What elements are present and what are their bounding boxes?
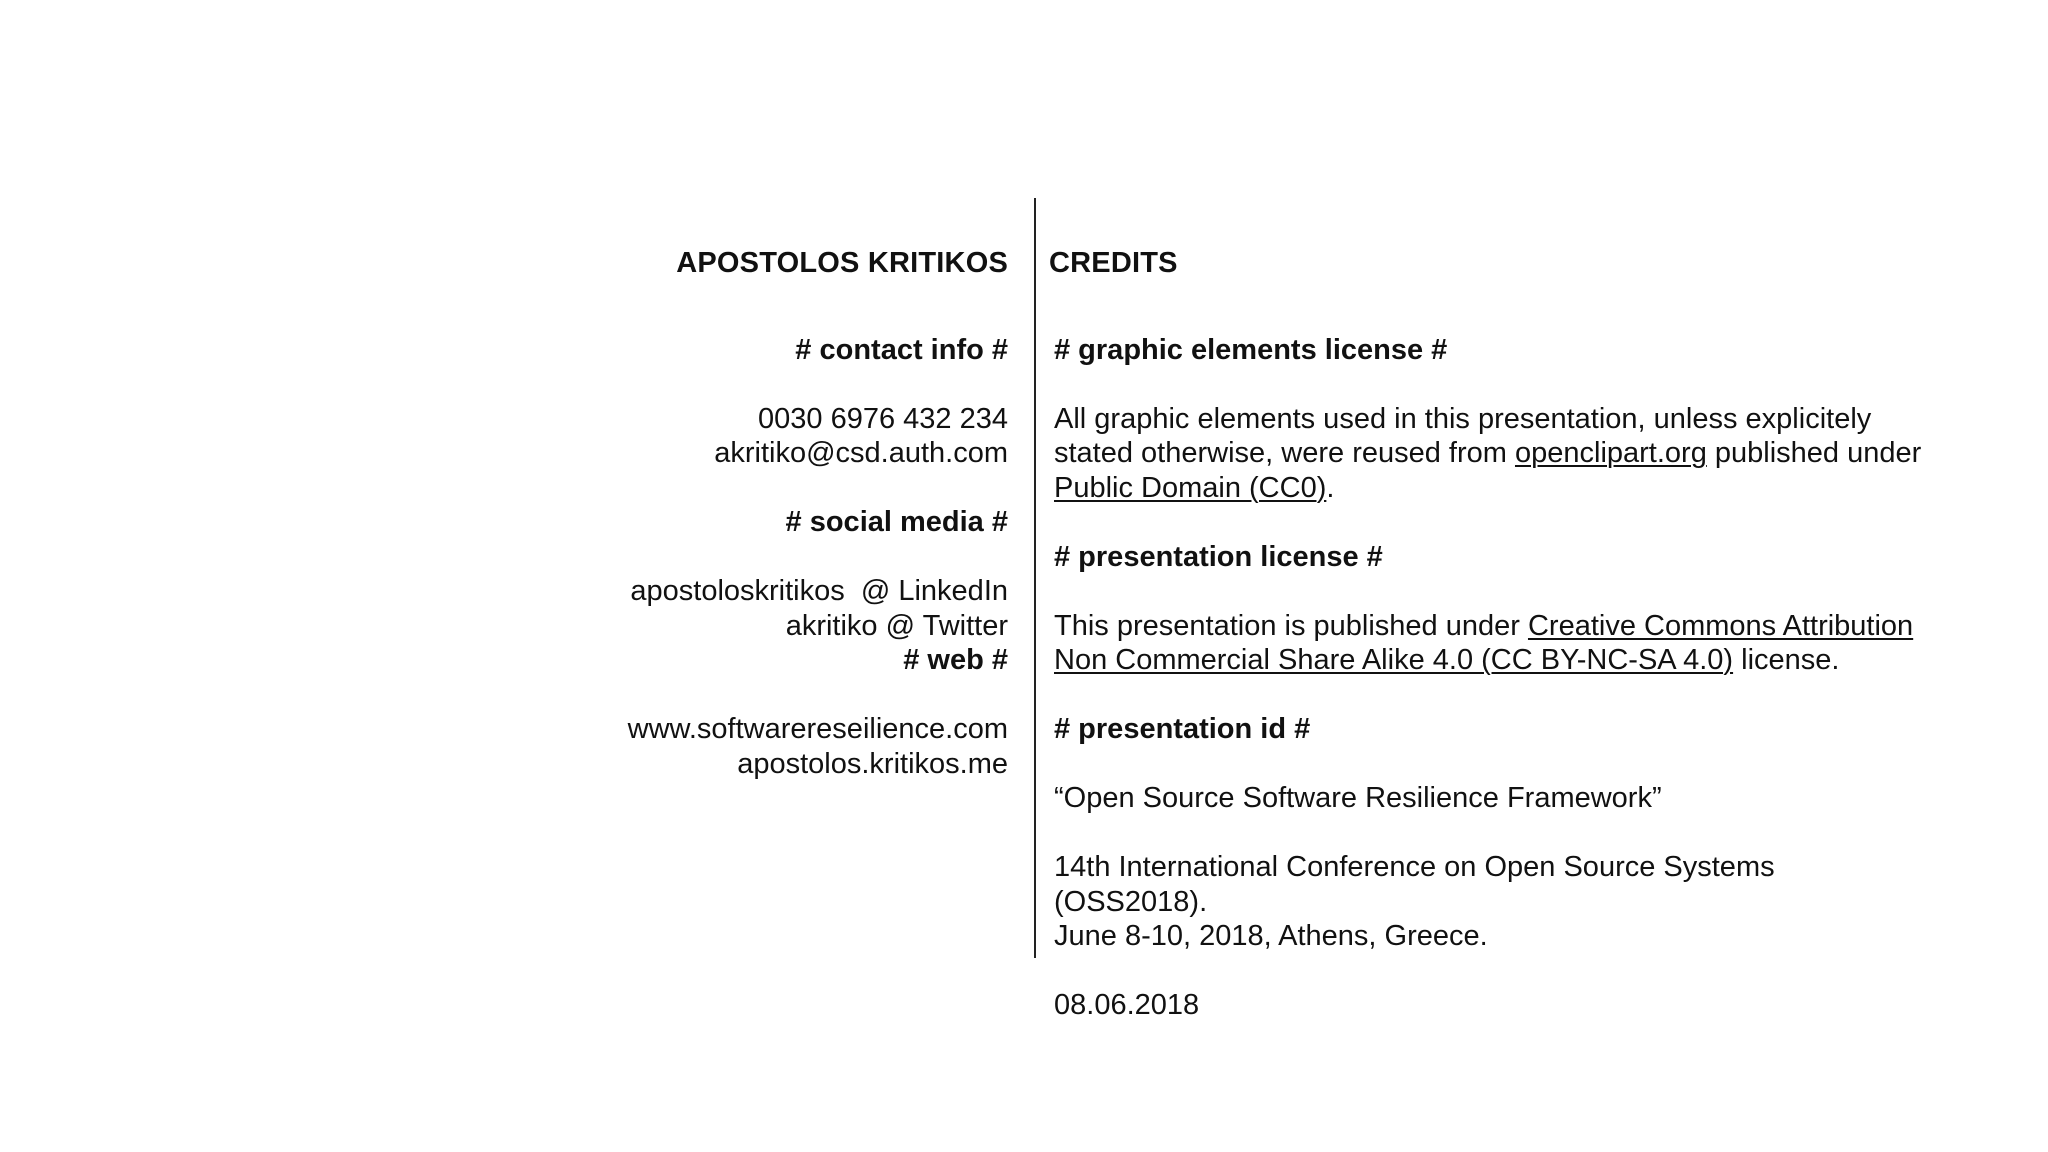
contact-info-heading: # contact info #	[795, 333, 1008, 366]
email-address: akritiko@csd.auth.com	[714, 437, 1008, 469]
social-media-heading: # social media #	[785, 506, 1008, 538]
credits-column	[1049, 246, 1934, 1023]
presentation-license-heading: # presentation license #	[1054, 540, 1383, 573]
graphic-license-text-3: .	[1326, 471, 1335, 504]
graphic-license-text	[1054, 402, 1934, 506]
graphic-license-text-2: published under	[1706, 437, 1922, 469]
author-column	[488, 246, 1008, 781]
conference-name: 14th International Conference on Open Source Systems (OSS2018).	[1054, 851, 1775, 918]
column-divider	[1034, 198, 1036, 958]
presentation-license-text-1: This presentation is published under	[1054, 609, 1528, 642]
presentation-license-text-2: license.	[1733, 644, 1840, 676]
openclipart-link[interactable]: openclipart.org	[1514, 437, 1707, 469]
credits-title: CREDITS	[1049, 247, 1178, 279]
presentation-date: 08.06.2018	[1054, 989, 1200, 1021]
presentation-license-text	[1054, 609, 1934, 678]
public-domain-link[interactable]: Public Domain (CC0)	[1054, 471, 1327, 504]
graphic-license-heading: # graphic elements license #	[1054, 333, 1448, 366]
graphic-license-text-1: All graphic elements used in this presentation, unless explicitely stated otherwise, were reused from	[1054, 402, 1872, 469]
phone-number: 0030 6976 432 234	[758, 402, 1008, 435]
presentation-id-heading: # presentation id #	[1054, 713, 1311, 745]
linkedin-handle: apostoloskritikos @ LinkedIn	[630, 575, 1008, 607]
website-link-2: apostolos.kritikos.me	[737, 747, 1008, 780]
twitter-handle: akritiko @ Twitter	[785, 609, 1008, 642]
web-heading: # web #	[903, 644, 1008, 676]
website-link-1: www.softwarereseilience.com	[627, 713, 1008, 745]
creative-commons-link[interactable]: Creative Commons Attribution Non Commercial Share Alike 4.0 (CC BY-NC-SA 4.0)	[1054, 609, 1914, 676]
author-name: APOSTOLOS KRITIKOS	[676, 247, 1008, 279]
presentation-title: “Open Source Software Resilience Framework”	[1054, 782, 1662, 814]
conference-date: June 8-10, 2018, Athens, Greece.	[1054, 920, 1488, 952]
